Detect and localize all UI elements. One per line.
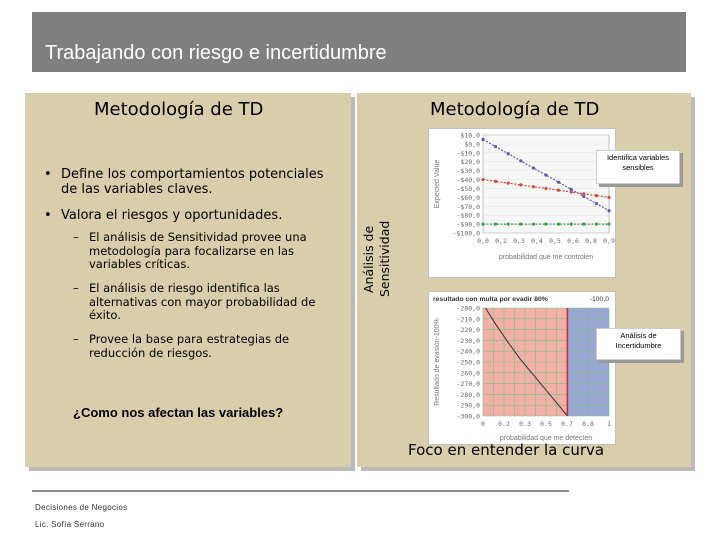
bullet-dot-icon: •	[44, 167, 52, 182]
data-point	[544, 222, 547, 225]
data-point	[507, 222, 510, 225]
bullet-text: Valora el riesgos y oportunidades.	[61, 208, 283, 223]
sub-bullet-text: El análisis de riesgo identifica las alternativas con mayor probabilidad de éxito.	[89, 281, 316, 322]
data-point	[494, 145, 497, 148]
vertical-label-line: Sensitividad	[377, 220, 392, 297]
callout-line: Identifica variables	[606, 153, 670, 162]
data-point	[582, 192, 585, 195]
data-point	[595, 194, 598, 197]
data-point	[481, 178, 484, 181]
callout-line: sensibles	[622, 163, 654, 172]
y-axis-label: Expected Value	[434, 159, 441, 209]
dash-icon: –	[73, 332, 79, 346]
y-tick-label: -$70,0	[456, 202, 480, 211]
data-point	[544, 187, 547, 190]
data-point	[595, 202, 598, 205]
title-bar	[32, 12, 686, 72]
y-tick-label: -$60,0	[456, 193, 480, 202]
data-point	[507, 182, 510, 185]
y-tick-label: -$90,0	[456, 220, 480, 229]
callout-uncertainty-analysis	[596, 328, 681, 360]
data-point	[481, 138, 484, 141]
y-tick-label: -$100,0	[452, 229, 480, 238]
data-point	[507, 152, 510, 155]
chart-title: resultado con multa por evadir 80%	[433, 296, 548, 303]
data-point	[481, 222, 484, 225]
data-point	[607, 209, 610, 212]
x-axis-label: probabilidad que me detecten	[499, 435, 593, 442]
footer-author: Lic. Sofía Serrano	[35, 520, 105, 529]
data-point	[519, 222, 522, 225]
data-point	[595, 222, 598, 225]
x-tick-label: 0,9	[603, 237, 615, 245]
sub-bullet-item	[73, 332, 334, 360]
y-tick-label: -210,0	[456, 315, 480, 324]
footer-divider	[32, 490, 569, 492]
x-tick-label: 0,3	[513, 237, 525, 245]
x-tick-label: 0,2	[495, 237, 507, 245]
y-tick-label: -$10,0	[456, 149, 480, 158]
slide-title: Trabajando con riesgo e incertidumbre	[45, 42, 387, 64]
x-tick-label: 0,4	[531, 237, 543, 245]
y-tick-label: -200,0	[456, 304, 480, 313]
x-tick-label: 0,8	[585, 237, 597, 245]
uncertainty-chart	[428, 291, 616, 445]
bullet-dot-icon: •	[44, 208, 52, 223]
title-underline	[32, 72, 686, 75]
dash-icon: –	[73, 281, 79, 295]
data-point	[519, 183, 522, 186]
right-panel-title: Metodología de TD	[430, 99, 600, 120]
y-tick-label: -250,0	[456, 358, 480, 367]
data-point	[494, 222, 497, 225]
data-point	[570, 222, 573, 225]
y-tick-label: -$30,0	[456, 167, 480, 176]
x-tick-label: 0.7	[561, 420, 573, 428]
data-point	[544, 173, 547, 176]
sensitivity-vertical-label	[360, 193, 410, 297]
y-axis-label: Resultado de evasión-100%	[434, 318, 441, 406]
sub-bullet-item	[73, 230, 334, 272]
sensitivity-chart	[428, 128, 616, 278]
sub-bullet-text: Provee la base para estrategias de reducción de riesgos.	[89, 332, 290, 360]
data-point	[557, 181, 560, 184]
bullet-item	[44, 208, 341, 223]
x-tick-label: 0.2	[498, 420, 510, 428]
x-tick-label: 0.3	[519, 420, 531, 428]
y-tick-label: $10,0	[460, 131, 480, 140]
x-tick-label: 1	[607, 420, 611, 428]
data-point	[532, 166, 535, 169]
left-panel-title: Metodología de TD	[94, 99, 264, 120]
y-tick-label: -$50,0	[456, 184, 480, 193]
y-tick-label: -260,0	[456, 369, 480, 378]
bullet-text: Define los comportamientos potenciales de las variables claves.	[61, 167, 324, 197]
callout-line: Análisis de	[620, 331, 657, 340]
y-tick-label: -$80,0	[456, 211, 480, 220]
x-tick-label: 0,0	[477, 237, 489, 245]
callout-sensitive-variables	[596, 150, 680, 184]
question-text: ¿Como nos afectan las variables?	[73, 405, 284, 420]
y-tick-label: -300,0	[456, 412, 480, 421]
data-point	[570, 190, 573, 193]
data-point	[582, 222, 585, 225]
focus-caption: Foco en entender la curva	[408, 441, 605, 459]
data-point	[494, 180, 497, 183]
footer-course: Decisiones de Negocios	[35, 503, 128, 512]
y-tick-label: -240,0	[456, 347, 480, 356]
x-axis-label: probabilidad que me controlen	[498, 254, 594, 261]
x-tick-label: 0.5	[540, 420, 552, 428]
sub-bullet-text: El análisis de Sensitividad provee una metodología para focalizarse en las variables críticas.	[89, 230, 307, 271]
data-point	[557, 222, 560, 225]
y-tick-label: -230,0	[456, 336, 480, 345]
y-tick-label: $0,0	[464, 140, 480, 149]
sub-bullet-item	[73, 281, 334, 323]
y-tick-label: $20,0	[460, 158, 480, 167]
data-point	[607, 222, 610, 225]
bullet-item	[44, 167, 341, 197]
sensitivity-chart-svg	[429, 129, 615, 277]
dash-icon: –	[73, 230, 79, 244]
y-tick-label: -$40,0	[456, 176, 480, 185]
y-tick-label: -270,0	[456, 380, 480, 389]
data-point	[532, 185, 535, 188]
y-tick-label: -280,0	[456, 390, 480, 399]
x-tick-label: 0,5	[549, 237, 561, 245]
x-tick-label: 0,6	[567, 237, 579, 245]
chart-title-value: -100,0	[589, 296, 609, 303]
data-point	[557, 189, 560, 192]
y-tick-label: -290,0	[456, 401, 480, 410]
data-point	[519, 159, 522, 162]
y-tick-label: -220,0	[456, 326, 480, 335]
x-tick-label: 0.8	[582, 420, 594, 428]
uncertainty-chart-svg	[429, 292, 615, 444]
data-point	[607, 196, 610, 199]
vertical-label-line: Análisis de	[361, 225, 376, 293]
data-point	[532, 222, 535, 225]
x-tick-label: 0	[481, 420, 485, 428]
callout-line: Incertidumbre	[615, 341, 662, 350]
